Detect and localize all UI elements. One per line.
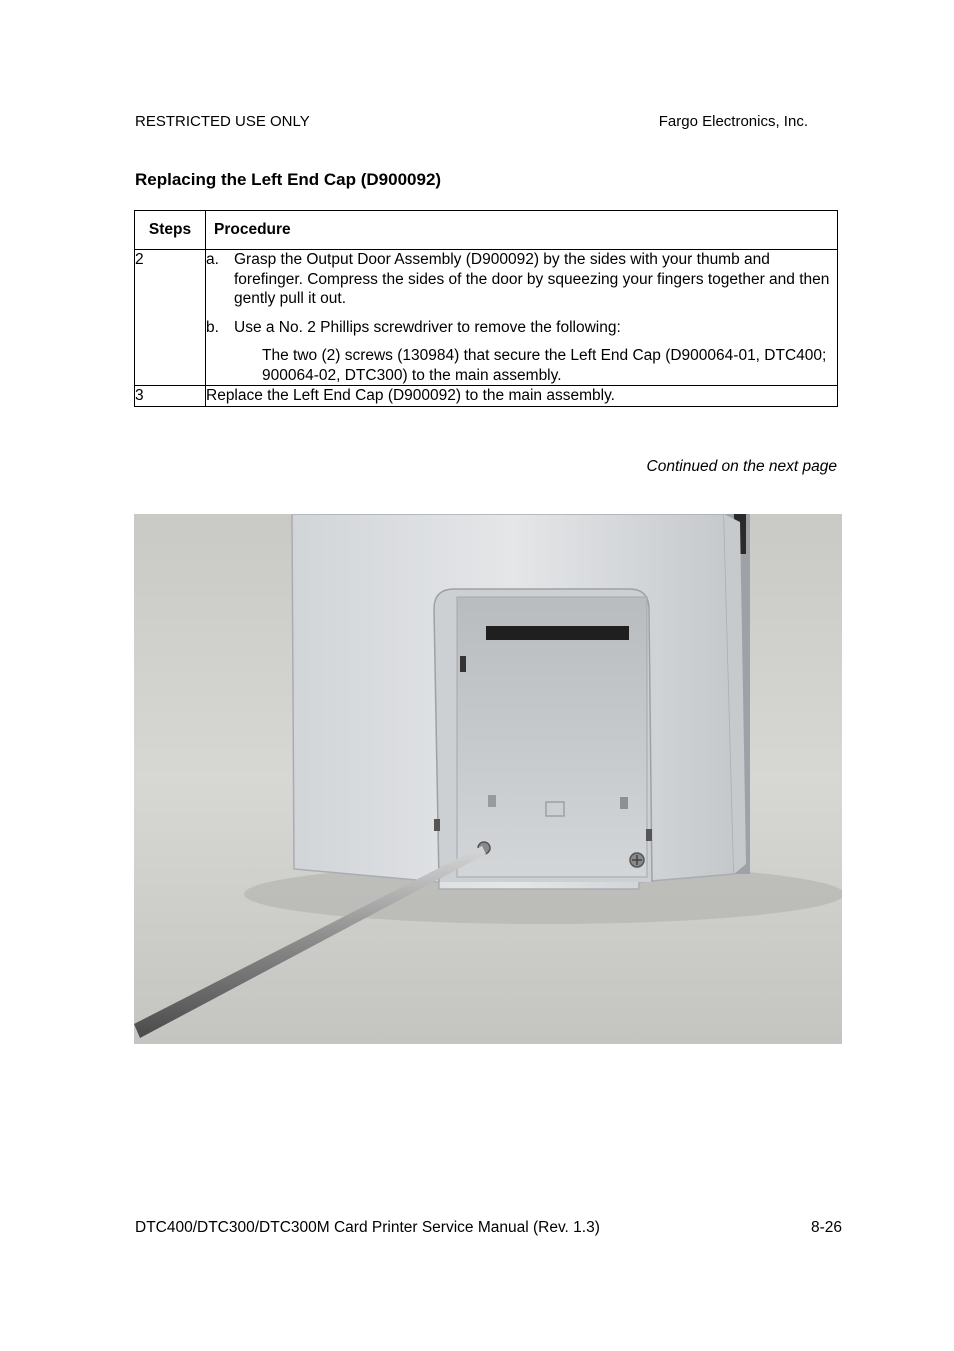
item-marker: b. (206, 318, 219, 336)
header-company: Fargo Electronics, Inc. (658, 113, 808, 130)
header-restricted: RESTRICTED USE ONLY (135, 113, 310, 130)
procedure-table (134, 210, 838, 407)
list-item (206, 318, 837, 338)
item-text: Use a No. 2 Phillips screwdriver to remove the following: (234, 318, 621, 336)
table-row (135, 386, 838, 407)
procedure-header: Procedure (206, 211, 838, 250)
table-row (135, 250, 838, 386)
item-text: Grasp the Output Door Assembly (D900092) by the sides with your thumb and forefinger. Compress the sides of the door by squeezing your fingers together and then gently pull it out. (234, 251, 830, 307)
step-number: 2 (135, 250, 206, 386)
procedure-cell: Replace the Left End Cap (D900092) to the main assembly. (206, 386, 838, 407)
steps-header: Steps (135, 211, 206, 250)
printer-photo (134, 514, 842, 1044)
sub-item-text: The two (2) screws (130984) that secure the Left End Cap (D900064-01, DTC400; 900064-02, DTC300) to the main assembly. (262, 347, 827, 384)
continued-note: Continued on the next page (646, 458, 837, 475)
section-title: Replacing the Left End Cap (D900092) (135, 170, 442, 189)
item-marker: a. (206, 251, 219, 268)
footer-page-number: 8-26 (810, 1219, 842, 1236)
procedure-cell (206, 250, 838, 386)
table-header-row (135, 211, 838, 250)
step-number: 3 (135, 386, 206, 407)
list-item (206, 250, 837, 309)
footer-manual-title: DTC400/DTC300/DTC300M Card Printer Service Manual (Rev. 1.3) (135, 1219, 600, 1236)
